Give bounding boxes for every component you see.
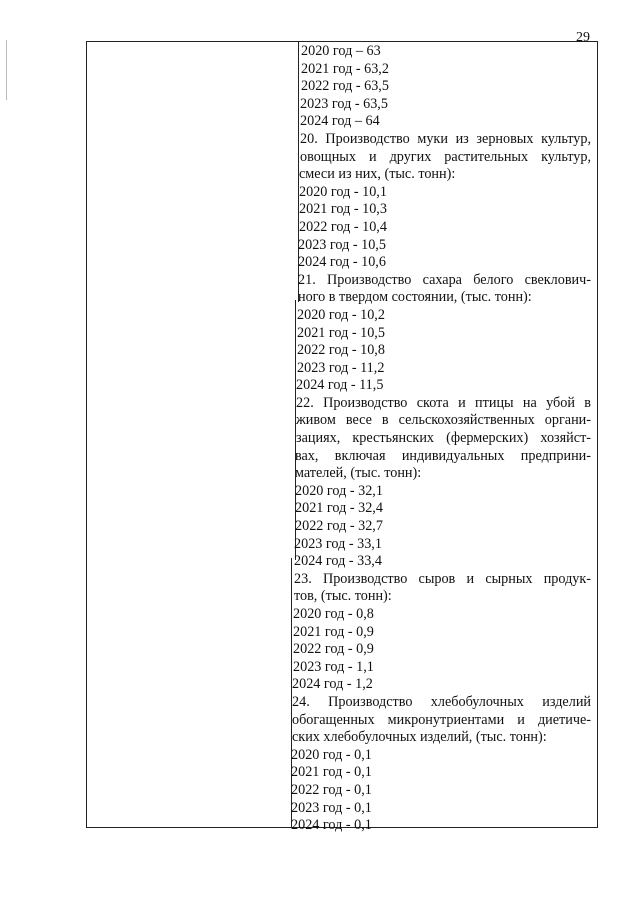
item-heading-line: 20. Производство муки из зерновых культур, — [300, 130, 591, 147]
year-value-line: 2020 год - 0,8 — [293, 606, 374, 622]
year-value-line: 2024 год - 0,1 — [291, 817, 372, 834]
item-heading-line: 23. Производство сыров и сырных продук- — [294, 570, 591, 587]
document-table — [86, 41, 598, 834]
year-value-line: 2021 год - 32,4 — [295, 500, 383, 517]
item-heading-line: ских хлебобулочных изделий, (тыс. тонн): — [292, 729, 547, 746]
page-number: 29 — [576, 30, 590, 45]
table-right-cell — [291, 43, 591, 835]
year-value-line: 2020 год - 0,1 — [291, 746, 372, 763]
year-value-line: 2021 год - 63,2 — [301, 60, 389, 77]
year-value-line: 2023 год - 10,5 — [298, 236, 386, 253]
item-heading-line: живом весе в сельскохозяйственных органи- — [296, 412, 591, 429]
year-value-line: 2024 год – 64 — [300, 113, 380, 130]
year-value-line: 2022 год - 10,4 — [299, 218, 387, 235]
year-value-line: 2022 год - 0,1 — [291, 781, 372, 798]
item-heading-line: обогащенных микронутриентами и диетиче- — [292, 711, 591, 728]
year-value-line: 2023 год - 63,5 — [300, 95, 388, 112]
year-value-line: 2024 год - 1,2 — [292, 676, 373, 693]
year-value-line: 2024 год - 10,6 — [298, 254, 386, 271]
item-heading-line: 21. Производство сахара белого свеклович- — [298, 271, 591, 288]
year-value-line: 2021 год - 10,5 — [297, 324, 385, 341]
year-value-line: 2020 год – 63 — [301, 43, 381, 59]
scan-margin-mark — [6, 40, 7, 100]
year-value-line: 2021 год - 0,1 — [291, 764, 372, 781]
year-value-line: 2020 год - 10,2 — [297, 306, 385, 323]
year-value-line: 2022 год - 0,9 — [293, 641, 374, 658]
year-value-line: 2022 год - 63,5 — [301, 78, 389, 95]
item-heading-line: мателей, (тыс. тонн): — [295, 465, 422, 482]
year-value-line: 2024 год - 11,5 — [296, 377, 384, 394]
item-heading-line: вах, включая индивидуальных предприни- — [295, 447, 591, 464]
item-heading-line: ного в твердом состоянии, (тыс. тонн): — [298, 289, 532, 306]
item-heading-line: 22. Производство скота и птицы на убой в — [296, 394, 591, 411]
year-value-line: 2024 год - 33,4 — [294, 553, 382, 570]
year-value-line: 2022 год - 32,7 — [295, 518, 383, 535]
year-value-line: 2022 год - 10,8 — [297, 342, 385, 359]
item-heading-line: тов, (тыс. тонн): — [294, 588, 392, 605]
item-heading-line: овощных и других растительных культур, — [300, 148, 591, 165]
year-value-line: 2021 год - 0,9 — [293, 623, 374, 640]
item-heading-line: смеси из них, (тыс. тонн): — [299, 166, 456, 183]
year-value-line: 2023 год - 33,1 — [294, 535, 382, 552]
year-value-line: 2023 год - 0,1 — [291, 799, 372, 816]
item-heading-line: зациях, крестьянских (фермерских) хозяйст- — [296, 430, 591, 447]
year-value-line: 2023 год - 11,2 — [297, 359, 385, 376]
item-heading-line: 24. Производство хлебобулочных изделий — [292, 693, 591, 710]
year-value-line: 2020 год - 10,1 — [299, 183, 387, 200]
year-value-line: 2020 год - 32,1 — [295, 482, 383, 499]
year-value-line: 2023 год - 1,1 — [293, 658, 374, 675]
year-value-line: 2021 год - 10,3 — [299, 201, 387, 218]
